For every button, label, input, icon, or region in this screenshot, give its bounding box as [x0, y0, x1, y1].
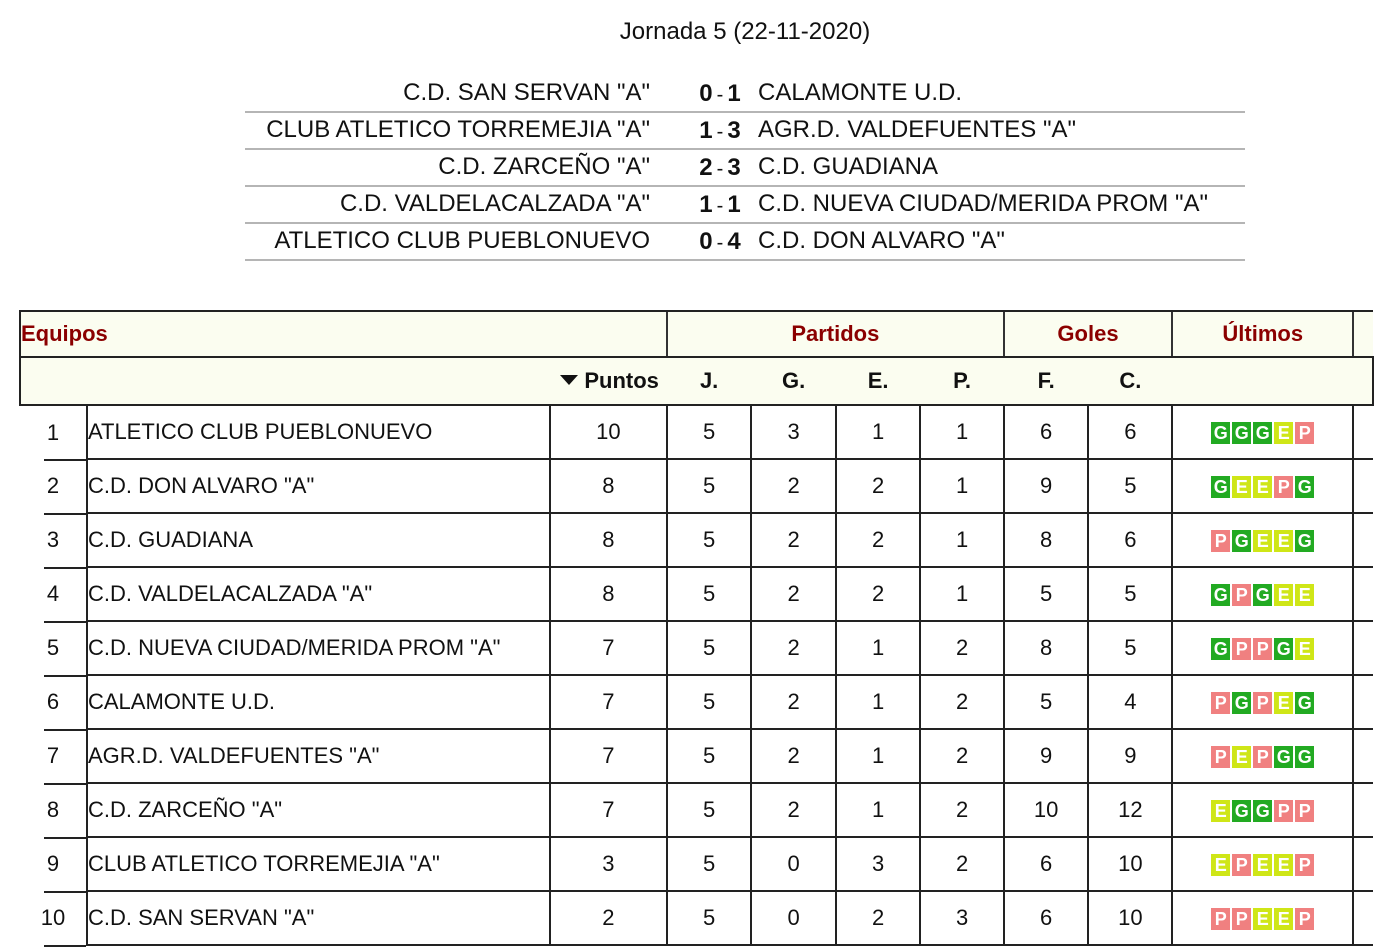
result-badge: P	[1274, 476, 1293, 498]
result-badge: E	[1211, 854, 1230, 876]
points: 7	[550, 729, 667, 783]
extra-cell	[1353, 675, 1373, 729]
match-row	[245, 187, 1245, 224]
goals-against: 5	[1088, 567, 1172, 621]
result-badge: G	[1274, 638, 1293, 660]
header-extra	[1353, 311, 1373, 357]
drawn: 1	[836, 729, 920, 783]
table-row	[20, 567, 1373, 621]
last-results	[1172, 567, 1353, 621]
score-separator: -	[716, 121, 724, 143]
col-puntos-label: Puntos	[584, 368, 659, 393]
points: 7	[550, 675, 667, 729]
table-row	[20, 729, 1373, 783]
home-team: ATLETICO CLUB PUEBLONUEVO	[274, 227, 650, 254]
team-name[interactable]: C.D. ZARCEÑO "A"	[87, 783, 550, 837]
team-name[interactable]: CLUB ATLETICO TORREMEJIA "A"	[87, 837, 550, 891]
played: 5	[667, 729, 751, 783]
table-row	[20, 675, 1373, 729]
points: 2	[550, 891, 667, 945]
table-row	[20, 891, 1373, 945]
extra-cell	[1353, 837, 1373, 891]
won: 3	[751, 405, 836, 459]
last-results	[1172, 783, 1353, 837]
played: 5	[667, 837, 751, 891]
lost: 1	[920, 405, 1003, 459]
col-ultimos	[1172, 357, 1353, 405]
home-goals: 0	[699, 80, 713, 107]
extra-cell	[1353, 621, 1373, 675]
result-badge: G	[1253, 584, 1272, 606]
result-badge: G	[1211, 638, 1230, 660]
result-badge: E	[1253, 854, 1272, 876]
result-badge: G	[1295, 692, 1314, 714]
match-row	[245, 224, 1245, 261]
points: 7	[550, 783, 667, 837]
score-separator: -	[716, 232, 724, 254]
header-ultimos: Últimos	[1172, 311, 1353, 357]
home-team: C.D. VALDELACALZADA "A"	[339, 190, 650, 217]
goals-against: 4	[1088, 675, 1172, 729]
result-badge: P	[1295, 800, 1314, 822]
result-badge: P	[1295, 854, 1314, 876]
result-badge: G	[1232, 692, 1251, 714]
result-badge: P	[1274, 800, 1293, 822]
header-partidos: Partidos	[667, 311, 1004, 357]
jornada-title: Jornada 5 (22-11-2020)	[619, 18, 871, 45]
result-badge: P	[1253, 638, 1272, 660]
away-team: CALAMONTE U.D.	[758, 79, 963, 106]
lost: 1	[920, 567, 1003, 621]
away-goals: 3	[727, 154, 741, 181]
goals-against: 10	[1088, 891, 1172, 945]
won: 2	[751, 567, 836, 621]
lost: 2	[920, 837, 1003, 891]
points: 8	[550, 567, 667, 621]
goals-for: 6	[1004, 837, 1089, 891]
away-team: C.D. NUEVA CIUDAD/MERIDA PROM "A"	[758, 190, 1208, 217]
score-separator: -	[716, 158, 724, 180]
extra-cell	[1353, 891, 1373, 945]
won: 2	[751, 729, 836, 783]
result-badge: P	[1211, 530, 1230, 552]
won: 2	[751, 459, 836, 513]
team-name[interactable]: C.D. NUEVA CIUDAD/MERIDA PROM "A"	[87, 621, 550, 675]
result-badge: E	[1253, 908, 1272, 930]
drawn: 2	[836, 567, 920, 621]
position: 1	[20, 405, 87, 459]
home-team: CLUB ATLETICO TORREMEJIA "A"	[266, 116, 650, 143]
result-badge: E	[1295, 584, 1314, 606]
position: 8	[20, 783, 87, 837]
goals-against: 5	[1088, 621, 1172, 675]
extra-cell	[1353, 567, 1373, 621]
last-results	[1172, 729, 1353, 783]
result-badge: P	[1253, 746, 1272, 768]
result-badge: E	[1253, 530, 1272, 552]
won: 2	[751, 621, 836, 675]
result-badge: P	[1211, 692, 1230, 714]
away-goals: 1	[727, 80, 741, 107]
extra-cell	[1353, 459, 1373, 513]
match-results	[245, 76, 1245, 261]
drawn: 2	[836, 891, 920, 945]
goals-for: 6	[1004, 405, 1089, 459]
result-badge: G	[1295, 746, 1314, 768]
drawn: 1	[836, 783, 920, 837]
match-row	[245, 150, 1245, 187]
lost: 2	[920, 783, 1003, 837]
team-name[interactable]: C.D. SAN SERVAN "A"	[87, 891, 550, 945]
match-row	[245, 113, 1245, 150]
result-badge: G	[1295, 530, 1314, 552]
goals-for: 5	[1004, 675, 1089, 729]
played: 5	[667, 621, 751, 675]
away-team: C.D. GUADIANA	[758, 153, 939, 180]
played: 5	[667, 513, 751, 567]
last-results	[1172, 621, 1353, 675]
last-results	[1172, 891, 1353, 945]
lost: 1	[920, 513, 1003, 567]
position: 5	[20, 621, 87, 675]
away-goals: 4	[727, 228, 741, 255]
result-badge: G	[1274, 746, 1293, 768]
score-separator: -	[716, 84, 724, 106]
points: 10	[550, 405, 667, 459]
last-results	[1172, 513, 1353, 567]
result-badge: E	[1211, 800, 1230, 822]
header-blank	[20, 357, 550, 405]
score-separator: -	[716, 195, 724, 217]
table-row	[20, 837, 1373, 891]
goals-against: 6	[1088, 405, 1172, 459]
result-badge: E	[1274, 530, 1293, 552]
table-row	[20, 405, 1373, 459]
position: 6	[20, 675, 87, 729]
drawn: 3	[836, 837, 920, 891]
lost: 2	[920, 675, 1003, 729]
col-g[interactable]: G.	[751, 357, 836, 405]
away-goals: 3	[727, 117, 741, 144]
away-team: AGR.D. VALDEFUENTES "A"	[758, 116, 1076, 143]
standings-table	[19, 310, 1374, 946]
goals-against: 9	[1088, 729, 1172, 783]
last-results	[1172, 675, 1353, 729]
extra-cell	[1353, 513, 1373, 567]
result-badge: G	[1253, 800, 1272, 822]
goals-for: 8	[1004, 513, 1089, 567]
last-results	[1172, 837, 1353, 891]
team-name[interactable]: C.D. GUADIANA	[87, 513, 550, 567]
col-e[interactable]: E.	[836, 357, 920, 405]
home-team: C.D. ZARCEÑO "A"	[438, 153, 650, 180]
result-badge: E	[1274, 692, 1293, 714]
sort-down-icon	[560, 375, 578, 385]
result-badge: G	[1211, 476, 1230, 498]
extra-cell	[1353, 729, 1373, 783]
played: 5	[667, 405, 751, 459]
away-goals: 1	[727, 191, 741, 218]
played: 5	[667, 783, 751, 837]
extra-cell	[1353, 405, 1373, 459]
won: 2	[751, 675, 836, 729]
header-goles: Goles	[1004, 311, 1172, 357]
col-p[interactable]: P.	[920, 357, 1003, 405]
last-results	[1172, 405, 1353, 459]
team-name[interactable]: ATLETICO CLUB PUEBLONUEVO	[87, 405, 550, 459]
result-badge: G	[1232, 530, 1251, 552]
points: 8	[550, 513, 667, 567]
position: 3	[20, 513, 87, 567]
goals-against: 10	[1088, 837, 1172, 891]
drawn: 2	[836, 459, 920, 513]
result-badge: G	[1295, 476, 1314, 498]
result-badge: P	[1295, 908, 1314, 930]
result-badge: E	[1253, 476, 1272, 498]
won: 0	[751, 891, 836, 945]
home-goals: 1	[699, 117, 713, 144]
result-badge: P	[1232, 638, 1251, 660]
result-badge: P	[1232, 584, 1251, 606]
away-team: C.D. DON ALVARO "A"	[758, 227, 1005, 254]
position: 2	[20, 459, 87, 513]
goals-against: 5	[1088, 459, 1172, 513]
home-goals: 2	[699, 154, 713, 181]
team-name[interactable]: C.D. DON ALVARO "A"	[87, 459, 550, 513]
team-name[interactable]: C.D. VALDELACALZADA "A"	[87, 567, 550, 621]
last-results	[1172, 459, 1353, 513]
result-badge: E	[1232, 746, 1251, 768]
col-extra	[1353, 357, 1373, 405]
points: 7	[550, 621, 667, 675]
col-j[interactable]: J.	[667, 357, 751, 405]
goals-for: 6	[1004, 891, 1089, 945]
result-badge: E	[1274, 584, 1293, 606]
goals-for: 8	[1004, 621, 1089, 675]
played: 5	[667, 891, 751, 945]
position: 9	[20, 837, 87, 891]
goals-against: 12	[1088, 783, 1172, 837]
team-name[interactable]: AGR.D. VALDEFUENTES "A"	[87, 729, 550, 783]
won: 2	[751, 783, 836, 837]
result-badge: P	[1232, 854, 1251, 876]
lost: 2	[920, 621, 1003, 675]
result-badge: P	[1211, 908, 1230, 930]
goals-against: 6	[1088, 513, 1172, 567]
result-badge: G	[1232, 800, 1251, 822]
team-name[interactable]: CALAMONTE U.D.	[87, 675, 550, 729]
goals-for: 5	[1004, 567, 1089, 621]
header-equipos: Equipos	[20, 311, 667, 357]
col-f[interactable]: F.	[1004, 357, 1089, 405]
result-badge: E	[1274, 908, 1293, 930]
table-row	[20, 513, 1373, 567]
table-row	[20, 459, 1373, 513]
won: 2	[751, 513, 836, 567]
result-badge: G	[1211, 422, 1230, 444]
points: 3	[550, 837, 667, 891]
result-badge: G	[1232, 422, 1251, 444]
lost: 2	[920, 729, 1003, 783]
result-badge: P	[1232, 908, 1251, 930]
drawn: 1	[836, 675, 920, 729]
goals-for: 9	[1004, 459, 1089, 513]
drawn: 1	[836, 405, 920, 459]
played: 5	[667, 459, 751, 513]
lost: 1	[920, 459, 1003, 513]
home-goals: 0	[699, 228, 713, 255]
result-badge: P	[1295, 422, 1314, 444]
result-badge: G	[1211, 584, 1230, 606]
result-badge: P	[1253, 692, 1272, 714]
result-badge: G	[1253, 422, 1272, 444]
table-row	[20, 621, 1373, 675]
goals-for: 10	[1004, 783, 1089, 837]
sort-puntos[interactable]	[550, 357, 667, 405]
drawn: 2	[836, 513, 920, 567]
table-row	[20, 783, 1373, 837]
position: 7	[20, 729, 87, 783]
home-team: C.D. SAN SERVAN "A"	[403, 79, 650, 106]
position: 10	[20, 891, 87, 945]
result-badge: E	[1232, 476, 1251, 498]
position: 4	[20, 567, 87, 621]
lost: 3	[920, 891, 1003, 945]
won: 0	[751, 837, 836, 891]
played: 5	[667, 567, 751, 621]
points: 8	[550, 459, 667, 513]
home-goals: 1	[699, 191, 713, 218]
drawn: 1	[836, 621, 920, 675]
extra-cell	[1353, 783, 1373, 837]
goals-for: 9	[1004, 729, 1089, 783]
result-badge: E	[1295, 638, 1314, 660]
match-row	[245, 76, 1245, 113]
result-badge: E	[1274, 422, 1293, 444]
played: 5	[667, 675, 751, 729]
result-badge: P	[1211, 746, 1230, 768]
col-c[interactable]: C.	[1088, 357, 1172, 405]
result-badge: E	[1274, 854, 1293, 876]
